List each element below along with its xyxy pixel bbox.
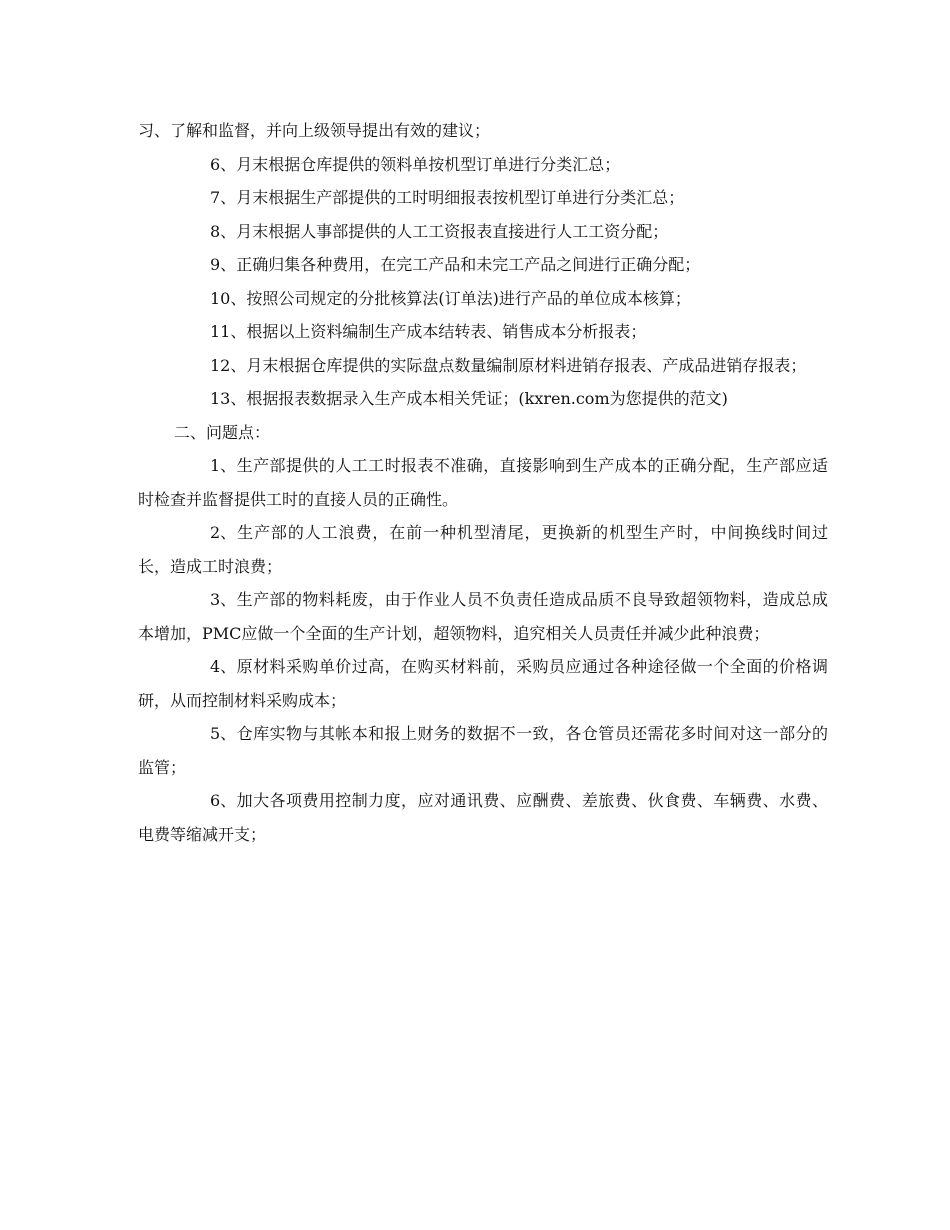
- item-number: 10、: [210, 288, 247, 308]
- item-number: 6、: [210, 791, 237, 810]
- item-text: 根据报表数据录入生产成本相关凭证；(kxren.com为您提供的范文): [246, 389, 728, 408]
- item-number: 4、: [210, 657, 237, 676]
- item-text: 原材料采购单价过高，在购买材料前，采购员应通过各种途径做一个全面的价格调研，从而控制材料采购成本；: [138, 657, 828, 710]
- item-number: 13、: [210, 389, 247, 408]
- duty-item-10: [138, 282, 828, 316]
- item-number: 2、: [210, 523, 237, 542]
- item-text: 月末根据仓库提供的领料单按机型订单进行分类汇总；: [236, 154, 621, 174]
- item-text: 生产部的人工浪费，在前一种机型清尾，更换新的机型生产时，中间换线时间过长，造成工时浪费；: [138, 523, 828, 576]
- duty-item-7: [138, 181, 828, 215]
- duty-item-6: [138, 148, 828, 182]
- duty-item-9: [138, 248, 828, 282]
- item-text: 仓库实物与其帐本和报上财务的数据不一致，各仓管员还需花多时间对这一部分的监管；: [138, 724, 828, 777]
- problem-item-2: [138, 516, 828, 583]
- item-text: 生产部提供的人工工时报表不准确，直接影响到生产成本的正确分配，生产部应适时检查并监督提供工时的直接人员的正确性。: [138, 456, 828, 509]
- item-text: 正确归集各种费用，在完工产品和未完工产品之间进行正确分配；: [236, 255, 701, 274]
- item-text: 根据以上资料编制生产成本结转表、销售成本分析报表；: [246, 322, 647, 341]
- problem-item-3: [138, 583, 828, 650]
- item-number: 5、: [210, 724, 237, 743]
- duty-item-12: [138, 349, 828, 383]
- duty-item-8: [138, 215, 828, 249]
- item-number: 1、: [210, 456, 237, 475]
- item-number: 7、: [210, 188, 237, 207]
- item-number: 12、: [210, 355, 247, 375]
- item-text: 按照公司规定的分批核算法(订单法)进行产品的单位成本核算；: [246, 288, 691, 308]
- duty-item-11: [138, 315, 828, 349]
- document-body: [138, 114, 828, 851]
- problem-item-5: [138, 717, 828, 784]
- item-number: 6、: [210, 154, 237, 174]
- duty-item-13: [138, 382, 828, 416]
- item-number: 11、: [210, 322, 247, 341]
- continuation-line: 习、了解和监督，并向上级领导提出有效的建议；: [138, 121, 491, 140]
- item-text: 月末根据生产部提供的工时明细报表按机型订单进行分类汇总；: [236, 188, 685, 207]
- problem-item-4: [138, 650, 828, 717]
- item-text: 月末根据仓库提供的实际盘点数量编制原材料进销存报表、产成品进销存报表；: [246, 355, 807, 375]
- problem-item-6: [138, 784, 828, 851]
- item-number: 9、: [210, 255, 237, 274]
- item-text: 生产部的物料耗废，由于作业人员不负责任造成品质不良导致超领物料，造成总成本增加，PMC应做一个全面的生产计划，超领物料，追究相关人员责任并减少此种浪费；: [138, 590, 828, 643]
- section-heading: 二、问题点：: [174, 422, 271, 442]
- item-text: 加大各项费用控制力度，应对通讯费、应酬费、差旅费、伙食费、车辆费、水费、电费等缩减开支；: [138, 791, 828, 844]
- item-number: 3、: [210, 590, 237, 609]
- item-text: 月末根据人事部提供的人工工资报表直接进行人工工资分配；: [236, 221, 669, 241]
- item-number: 8、: [210, 221, 237, 241]
- problem-item-1: [138, 449, 828, 516]
